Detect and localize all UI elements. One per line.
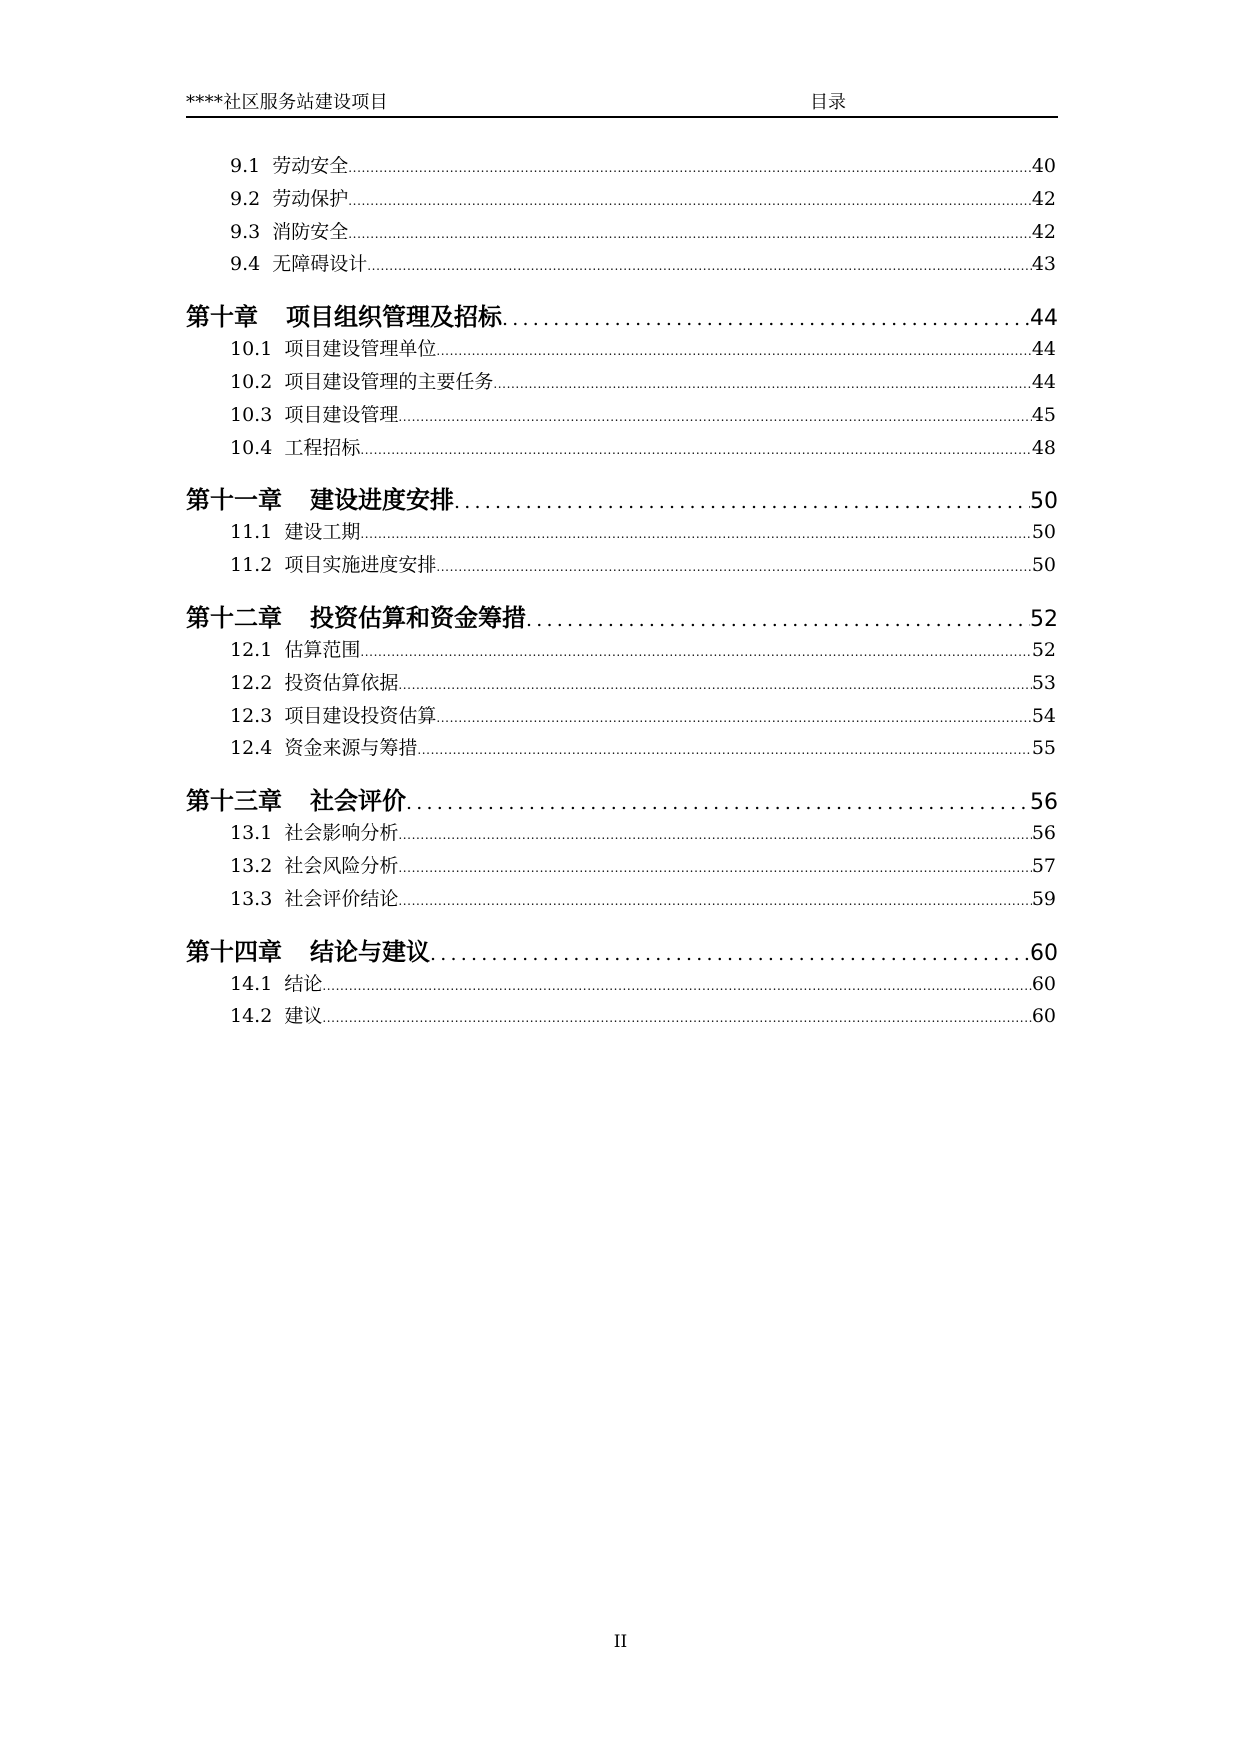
toc-entry-number: 12.2 (230, 671, 273, 694)
page-header (186, 86, 1058, 118)
toc-section-entry[interactable] (186, 550, 1058, 583)
toc-section-entry[interactable] (186, 884, 1058, 917)
toc-dot-leader (436, 344, 1031, 358)
toc-chapter-entry[interactable] (186, 297, 1058, 334)
toc-entry-page: 50 (1031, 521, 1056, 544)
toc-entry-page: 54 (1031, 704, 1056, 727)
toc-entry-page: 50 (1031, 554, 1056, 577)
toc-entry-label (230, 635, 360, 662)
toc-entry-number: 12.3 (230, 704, 273, 727)
toc-entry-title: 劳动保护 (272, 187, 349, 210)
toc-entry-label (230, 217, 348, 244)
toc-section-entry[interactable] (186, 635, 1058, 668)
header-project-title: ****社区服务站建设项目 (186, 92, 388, 113)
toc-entry-label (230, 517, 360, 544)
toc-dot-leader (526, 609, 1030, 631)
toc-dot-leader (398, 678, 1031, 692)
toc-entry-number: 第十二章 (186, 602, 282, 632)
toc-entry-title: 项目建设投资估算 (284, 704, 437, 727)
toc-entry-label (230, 818, 398, 845)
toc-entry-title: 项目组织管理及招标 (286, 302, 502, 332)
toc-entry-label (186, 297, 502, 332)
toc-entry-title: 项目建设管理的主要任务 (284, 370, 494, 393)
toc-entry-label (230, 550, 436, 577)
toc-entry-title: 建设进度安排 (310, 485, 454, 515)
toc-entry-title: 投资估算依据 (284, 671, 399, 694)
toc-entry-label (186, 598, 526, 633)
toc-section-entry[interactable] (186, 733, 1058, 766)
toc-entry-page: 44 (1030, 306, 1058, 332)
toc-entry-page: 53 (1031, 671, 1056, 694)
toc-section-entry[interactable] (186, 851, 1058, 884)
toc-dot-leader (436, 560, 1031, 574)
toc-entry-title: 工程招标 (284, 436, 361, 459)
toc-entry-number: 11.2 (230, 554, 273, 577)
toc-entry-page: 59 (1031, 887, 1056, 910)
toc-entry-title: 社会风险分析 (284, 854, 399, 877)
toc-dot-leader (367, 259, 1032, 273)
toc-entry-page: 60 (1030, 940, 1058, 966)
toc-entry-number: 13.1 (230, 822, 273, 845)
toc-entry-number: 9.3 (230, 220, 261, 243)
toc-entry-label (230, 668, 398, 695)
toc-entry-number: 10.3 (230, 403, 273, 426)
toc-entry-page: 52 (1031, 638, 1056, 661)
toc-entry-label (230, 334, 436, 361)
toc-chapter-entry[interactable] (186, 480, 1058, 517)
toc-dot-leader (398, 410, 1031, 424)
toc-dot-leader (348, 161, 1032, 175)
toc-chapter-entry[interactable] (186, 598, 1058, 635)
toc-dot-leader (417, 743, 1031, 757)
toc-entry-label (230, 851, 398, 878)
toc-entry-label (230, 1001, 322, 1028)
toc-section-entry[interactable] (186, 969, 1058, 1002)
toc-entry-label (230, 733, 417, 760)
toc-entry-number: 第十章 (186, 302, 258, 332)
toc-dot-leader (360, 443, 1031, 457)
toc-entry-number: 11.1 (230, 521, 273, 544)
toc-entry-page: 56 (1031, 822, 1056, 845)
toc-entry-page: 44 (1031, 338, 1056, 361)
toc-entry-number: 第十三章 (186, 786, 282, 816)
toc-dot-leader (406, 792, 1030, 814)
toc-entry-title: 估算范围 (284, 638, 361, 661)
toc-entry-title: 项目实施进度安排 (284, 554, 437, 577)
toc-entry-page: 50 (1030, 489, 1058, 515)
toc-entry-title: 建议 (284, 1005, 323, 1028)
toc-dot-leader (360, 527, 1031, 541)
toc-entry-page: 57 (1031, 854, 1056, 877)
toc-entry-number: 14.2 (230, 1005, 273, 1028)
toc-entry-number: 10.1 (230, 338, 273, 361)
toc-entry-number: 12.1 (230, 638, 273, 661)
toc-entry-number: 9.2 (230, 187, 261, 210)
toc-entry-label (230, 249, 367, 276)
toc-entry-number: 第十四章 (186, 936, 282, 966)
toc-entry-label (230, 884, 398, 911)
toc-section-entry[interactable] (186, 367, 1058, 400)
toc-section-entry[interactable] (186, 184, 1058, 217)
toc-section-entry[interactable] (186, 400, 1058, 433)
toc-dot-leader (322, 979, 1031, 993)
toc-entry-page: 42 (1031, 220, 1056, 243)
toc-entry-label (186, 781, 406, 816)
toc-entry-number: 13.2 (230, 854, 273, 877)
toc-entry-number: 9.4 (230, 253, 261, 276)
toc-entry-title: 劳动安全 (272, 155, 349, 177)
toc-entry-title: 无障碍设计 (272, 253, 368, 276)
toc-entry-label (230, 151, 348, 178)
toc-entry-title: 建设工期 (284, 521, 361, 544)
toc-dot-leader (454, 491, 1030, 513)
toc-section-entry[interactable] (186, 517, 1058, 550)
toc-dot-leader (493, 377, 1031, 391)
toc-section-entry[interactable] (186, 668, 1058, 701)
toc-section-entry[interactable] (186, 334, 1058, 367)
toc-section-entry[interactable] (186, 818, 1058, 851)
toc-entry-number: 第十一章 (186, 485, 282, 515)
toc-dot-leader (398, 828, 1031, 842)
toc-entry-label (230, 701, 436, 728)
toc-entry-number: 10.2 (230, 370, 273, 393)
toc-entry-page: 48 (1031, 436, 1056, 459)
header-section-title: 目录 (810, 92, 846, 113)
toc-entry-number: 12.4 (230, 737, 273, 760)
toc-entry-number: 10.4 (230, 436, 273, 459)
toc-entry-page: 56 (1030, 790, 1058, 816)
toc-dot-leader (436, 711, 1031, 725)
toc-entry-title: 项目建设管理单位 (284, 338, 437, 361)
toc-section-entry[interactable] (186, 151, 1058, 184)
toc-entry-number: 14.1 (230, 972, 273, 995)
table-of-contents (186, 151, 1058, 1034)
toc-entry-page: 44 (1031, 370, 1056, 393)
toc-entry-title: 结论 (284, 972, 323, 995)
toc-dot-leader (348, 194, 1032, 208)
toc-entry-label (230, 969, 322, 996)
toc-entry-number: 13.3 (230, 887, 273, 910)
toc-entry-title: 结论与建议 (310, 936, 430, 966)
toc-entry-label (230, 400, 398, 427)
toc-section-entry[interactable] (186, 1001, 1058, 1034)
toc-entry-page: 42 (1031, 187, 1056, 210)
toc-entry-title: 项目建设管理 (284, 403, 399, 426)
toc-dot-leader (322, 1011, 1031, 1025)
toc-entry-number: 9.1 (230, 155, 261, 177)
toc-entry-title: 资金来源与筹措 (284, 737, 418, 760)
toc-entry-title: 投资估算和资金筹措 (310, 602, 526, 632)
toc-entry-label (230, 433, 360, 460)
toc-dot-leader (502, 308, 1030, 330)
toc-entry-label (230, 184, 348, 211)
toc-entry-page: 45 (1031, 403, 1056, 426)
toc-entry-page: 43 (1031, 253, 1056, 276)
toc-dot-leader (360, 645, 1031, 659)
toc-dot-leader (398, 894, 1031, 908)
toc-section-entry[interactable] (186, 433, 1058, 466)
toc-entry-page: 60 (1031, 972, 1056, 995)
toc-entry-page: 40 (1031, 155, 1056, 177)
toc-entry-page: 52 (1030, 606, 1058, 632)
toc-entry-title: 社会影响分析 (284, 822, 399, 845)
toc-entry-label (186, 480, 454, 515)
toc-entry-title: 社会评价 (310, 786, 406, 816)
toc-section-entry[interactable] (186, 217, 1058, 250)
toc-dot-leader (430, 943, 1030, 965)
toc-entry-label (230, 367, 493, 394)
toc-dot-leader (348, 227, 1032, 241)
toc-chapter-entry[interactable] (186, 932, 1058, 969)
toc-entry-title: 消防安全 (272, 220, 349, 243)
toc-entry-title: 社会评价结论 (284, 887, 399, 910)
toc-dot-leader (398, 861, 1031, 875)
page-number: II (613, 1632, 628, 1652)
toc-entry-label (186, 932, 430, 967)
toc-chapter-entry[interactable] (186, 781, 1058, 818)
toc-section-entry[interactable] (186, 249, 1058, 282)
toc-entry-page: 55 (1031, 737, 1056, 760)
toc-entry-page: 60 (1031, 1005, 1056, 1028)
toc-section-entry[interactable] (186, 701, 1058, 734)
